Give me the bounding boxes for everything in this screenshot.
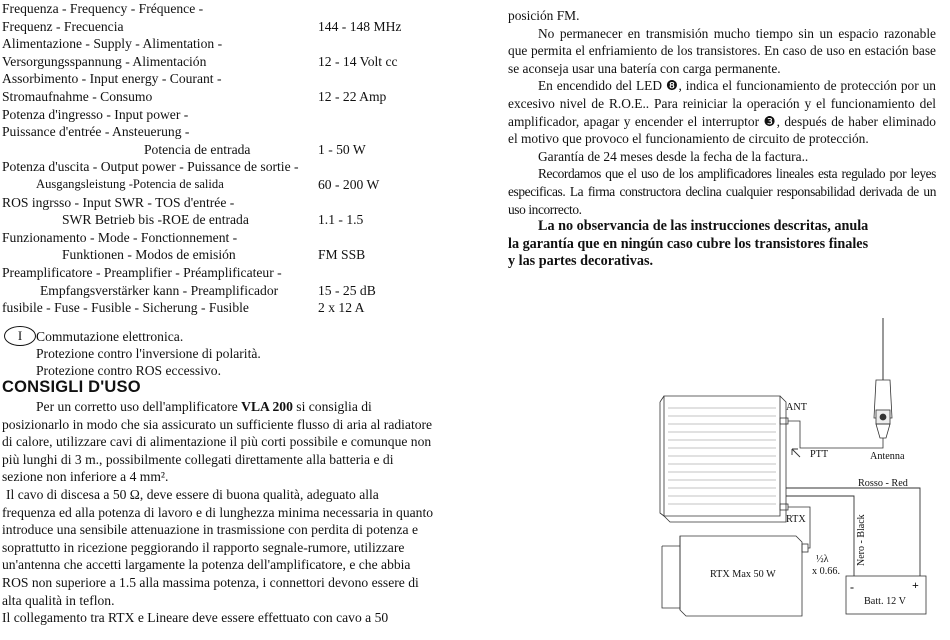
spec-label: Ausgangsleistung -Potencia de salida	[36, 176, 224, 191]
feature-item: Commutazione elettronica.	[36, 329, 184, 344]
heatsink-fins	[668, 408, 776, 504]
warranty-warning: La no observancia de las instrucciones descritas, anula la garantía que en ningún caso cubre los transistores finales y las partes decorativas.	[508, 218, 869, 270]
usage-text: Per un corretto uso dell'amplificatore	[36, 399, 242, 414]
spec-label: ROS ingrsso - Input SWR - TOS d'entrée -	[2, 194, 235, 210]
italian-language-marker: I	[4, 326, 36, 346]
spec-row	[2, 18, 442, 36]
spec-label: Assorbimento - Input energy - Courant -	[2, 71, 222, 87]
features-list	[2, 328, 442, 379]
spec-label: Funzionamento - Mode - Fonctionnement -	[2, 229, 238, 245]
spec-row	[2, 299, 442, 317]
antenna-cable	[788, 421, 883, 448]
spec-row	[2, 88, 442, 106]
spec-label: fusibile - Fuse - Fusible - Sicherung - Fusible	[2, 300, 249, 316]
spanish-paragraph: Garantía de 24 meses desde la fecha de la factura..	[538, 148, 809, 164]
ant-connector	[780, 418, 788, 424]
spec-row	[2, 194, 442, 212]
red-wire-label: Rosso - Red	[858, 478, 908, 489]
usage-paragraph: Il collegamento tra RTX e Lineare deve essere effettuato con cavo a 50	[2, 610, 389, 626]
spec-value: 144 - 148 MHz	[318, 18, 402, 34]
spec-row	[2, 35, 442, 53]
spec-label: SWR Betrieb bis -ROE de entrada	[62, 212, 249, 228]
ptt-arrow-icon	[792, 449, 800, 457]
led-number-icon: ❽	[665, 78, 679, 94]
spec-label: Potenza d'uscita - Output power - Puissance de sortie -	[2, 159, 299, 175]
spanish-paragraph: posición FM.	[508, 8, 580, 23]
spec-value: 2 x 12 A	[318, 300, 365, 316]
spec-label: Stromaufnahme - Consumo	[2, 88, 153, 104]
specifications-table	[2, 0, 442, 317]
black-wire-label: Nero - Black	[856, 514, 867, 566]
ptt-label: PTT	[810, 449, 829, 460]
model-name: VLA 200	[241, 399, 293, 414]
spec-value: 1 - 50 W	[318, 141, 366, 157]
spec-row	[2, 158, 442, 176]
spec-row	[2, 123, 442, 141]
spec-row	[2, 246, 442, 264]
spec-row	[2, 211, 442, 229]
spec-label: Funktionen - Modos de emisión	[62, 247, 236, 263]
spec-row	[2, 53, 442, 71]
usage-heading: CONSIGLI D'USO	[2, 378, 141, 396]
usage-text: si consiglia di posizionarlo in modo che sia assicurato un sufficiente flusso di aria al radiatore di calore, utilizzare cavi di alimentazione il più corti possibile e comunque non più lunghi di 3 m., possibilmente collegati direttamente alla batteria e di sezione non inferiore a 4 mm².	[2, 399, 433, 485]
antenna-foot	[876, 424, 890, 438]
spanish-text	[508, 7, 936, 271]
spanish-text-run: , después de haber eliminado el motivo que provoco el funcionamiento de circuito de protección.	[508, 113, 936, 147]
spec-value: 12 - 22 Amp	[318, 88, 387, 104]
spanish-paragraph: Recordamos que el uso de los amplificadores lineales esta regulado por leyes especificas. La firma constructora declina cualquier responsabilidad derivada de un uso incorrecto.	[508, 166, 936, 217]
spec-row	[2, 0, 442, 18]
amplifier-edge	[660, 396, 664, 516]
amplifier-side	[664, 396, 786, 522]
usage-paragraph: Il cavo di discesa a 50 Ω, deve essere di buona qualità, adeguato alla frequenza ed alla potenza di lavoro e di lunghezza minima necessaria in quanto introduce una sensibile attenuazione in trasmissione con perdita di potenza e soprattutto in ricezione peggiorando il rapporto segnale-rumore, utilizzare un'antenna che accetti largamente la potenza dell'amplificatore, e che abbia ROS non superiore a 1.5 alla massima potenza, i connettori devono essere di alta qualità in teflon.	[2, 486, 434, 608]
spec-label: Potencia de entrada	[144, 141, 251, 157]
spec-label: Frequenz - Frecuencia	[2, 18, 124, 34]
spec-value: 1.1 - 1.5	[318, 212, 364, 228]
battery-minus-label: -	[850, 580, 854, 594]
red-wire	[786, 488, 920, 576]
usage-paragraph	[2, 398, 434, 486]
spec-label: Versorgungsspannung - Alimentación	[2, 53, 207, 69]
spec-row	[2, 106, 442, 124]
rtx-radio-bracket	[662, 546, 680, 608]
feature-item: Protezione contro l'inversione di polarità.	[36, 346, 261, 361]
switch-number-icon: ❸	[763, 113, 777, 129]
spec-value: 60 - 200 W	[318, 176, 380, 192]
spec-label: Empfangsverstärker kann - Preamplificador	[40, 282, 279, 298]
spec-value: FM SSB	[318, 247, 366, 263]
ant-label: ANT	[786, 402, 807, 413]
spanish-text-run: , indica el funcionamiento de protección por un excesivo nivel de R.O.E.. Para reiniciar la operación y el funcionamiento del amplificador, apagar y encender el interruptor	[508, 78, 937, 129]
cable-factor-label: x 0.66.	[812, 566, 841, 577]
battery-plus-label: +	[912, 578, 919, 592]
antenna-mount-icon	[880, 414, 886, 420]
antenna-label: Antenna	[870, 451, 905, 462]
spec-row	[2, 264, 442, 282]
connection-diagram	[640, 318, 950, 640]
spec-value: 12 - 14 Volt cc	[318, 53, 398, 69]
half-lambda-label: ½λ	[816, 554, 829, 565]
spec-row	[2, 70, 442, 88]
spec-row	[2, 176, 442, 194]
spec-label: Preamplificatore - Preamplifier - Préamplificateur -	[2, 264, 282, 280]
spanish-text-run: En encendido del LED	[538, 78, 666, 94]
spec-label: Frequenza - Frequency - Fréquence -	[2, 1, 204, 16]
italian-usage-text	[2, 398, 434, 627]
rtx-antenna-jack	[802, 544, 808, 552]
rtx-label: RTX	[786, 514, 806, 525]
rtx-connector	[780, 504, 788, 510]
spec-label: Alimentazione - Supply - Alimentation -	[2, 36, 223, 52]
battery-label: Batt. 12 V	[864, 596, 906, 607]
spanish-paragraph	[508, 77, 936, 147]
spec-label: Puissance d'entrée - Ansteuerung -	[2, 124, 190, 140]
rtx-box-label: RTX Max 50 W	[710, 569, 776, 580]
spec-row	[2, 229, 442, 247]
spec-label: Potenza d'ingresso - Input power -	[2, 106, 189, 122]
spec-row	[2, 141, 442, 159]
feature-item: Protezione contro ROS eccessivo.	[36, 363, 221, 378]
spec-row	[2, 282, 442, 300]
spec-value: 15 - 25 dB	[318, 282, 376, 298]
spanish-paragraph: No permanecer en transmisión mucho tiempo sin un espacio razonable que permita el enfriamiento de los transistores. En caso de uso en estación base se aconseja usar una batería con carga permanente.	[508, 25, 936, 76]
